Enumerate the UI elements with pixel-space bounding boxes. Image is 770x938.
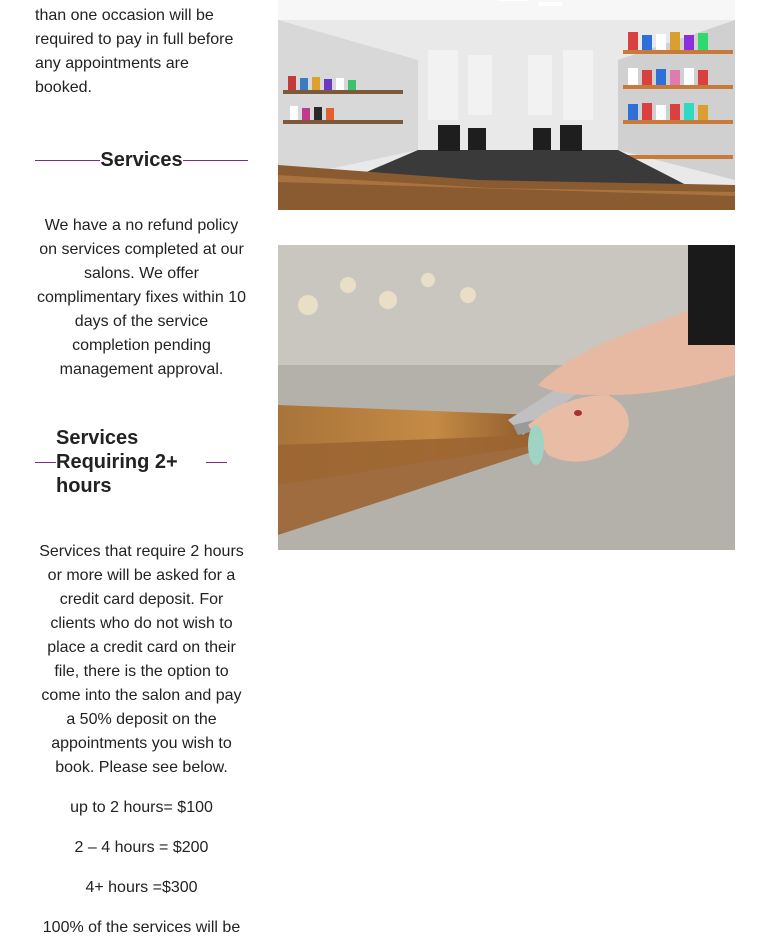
deposit-policy-text: Services that require 2 hours or more will be asked for a credit card deposit. For clients who do not wish to place a credit card on their file, there is the option to come into the salon and pay a 50% deposit on the appointments you wish to book. Please see below. bbox=[39, 543, 244, 776]
services-heading-row bbox=[35, 148, 248, 172]
full-payment-text: 100% of the services will be bbox=[42, 919, 241, 936]
heading-divider-right bbox=[183, 160, 248, 161]
deposit-tier-item: up to 2 hours= $100 bbox=[70, 799, 213, 816]
heading-divider-left bbox=[35, 462, 56, 463]
salon-interior-photo bbox=[278, 0, 735, 210]
refund-policy-text: We have a no refund policy on services completed at our salons. We offer complimentary fixes within 10 days of the service completion pending management approval. bbox=[37, 217, 246, 378]
long-services-heading-row bbox=[35, 426, 248, 498]
no-show-policy-text: than one occasion will be required to pay in full before any appointments are booked. bbox=[35, 7, 234, 96]
heading-divider-left bbox=[35, 160, 100, 161]
heading-divider-right bbox=[206, 462, 227, 463]
deposit-tier-item: 4+ hours =$300 bbox=[85, 879, 198, 896]
haircut-photo bbox=[278, 245, 735, 550]
deposit-tier-item: 2 – 4 hours = $200 bbox=[74, 839, 209, 856]
services-heading: Services bbox=[100, 149, 183, 171]
long-services-heading: Services Requiring 2+ hours bbox=[56, 427, 178, 497]
